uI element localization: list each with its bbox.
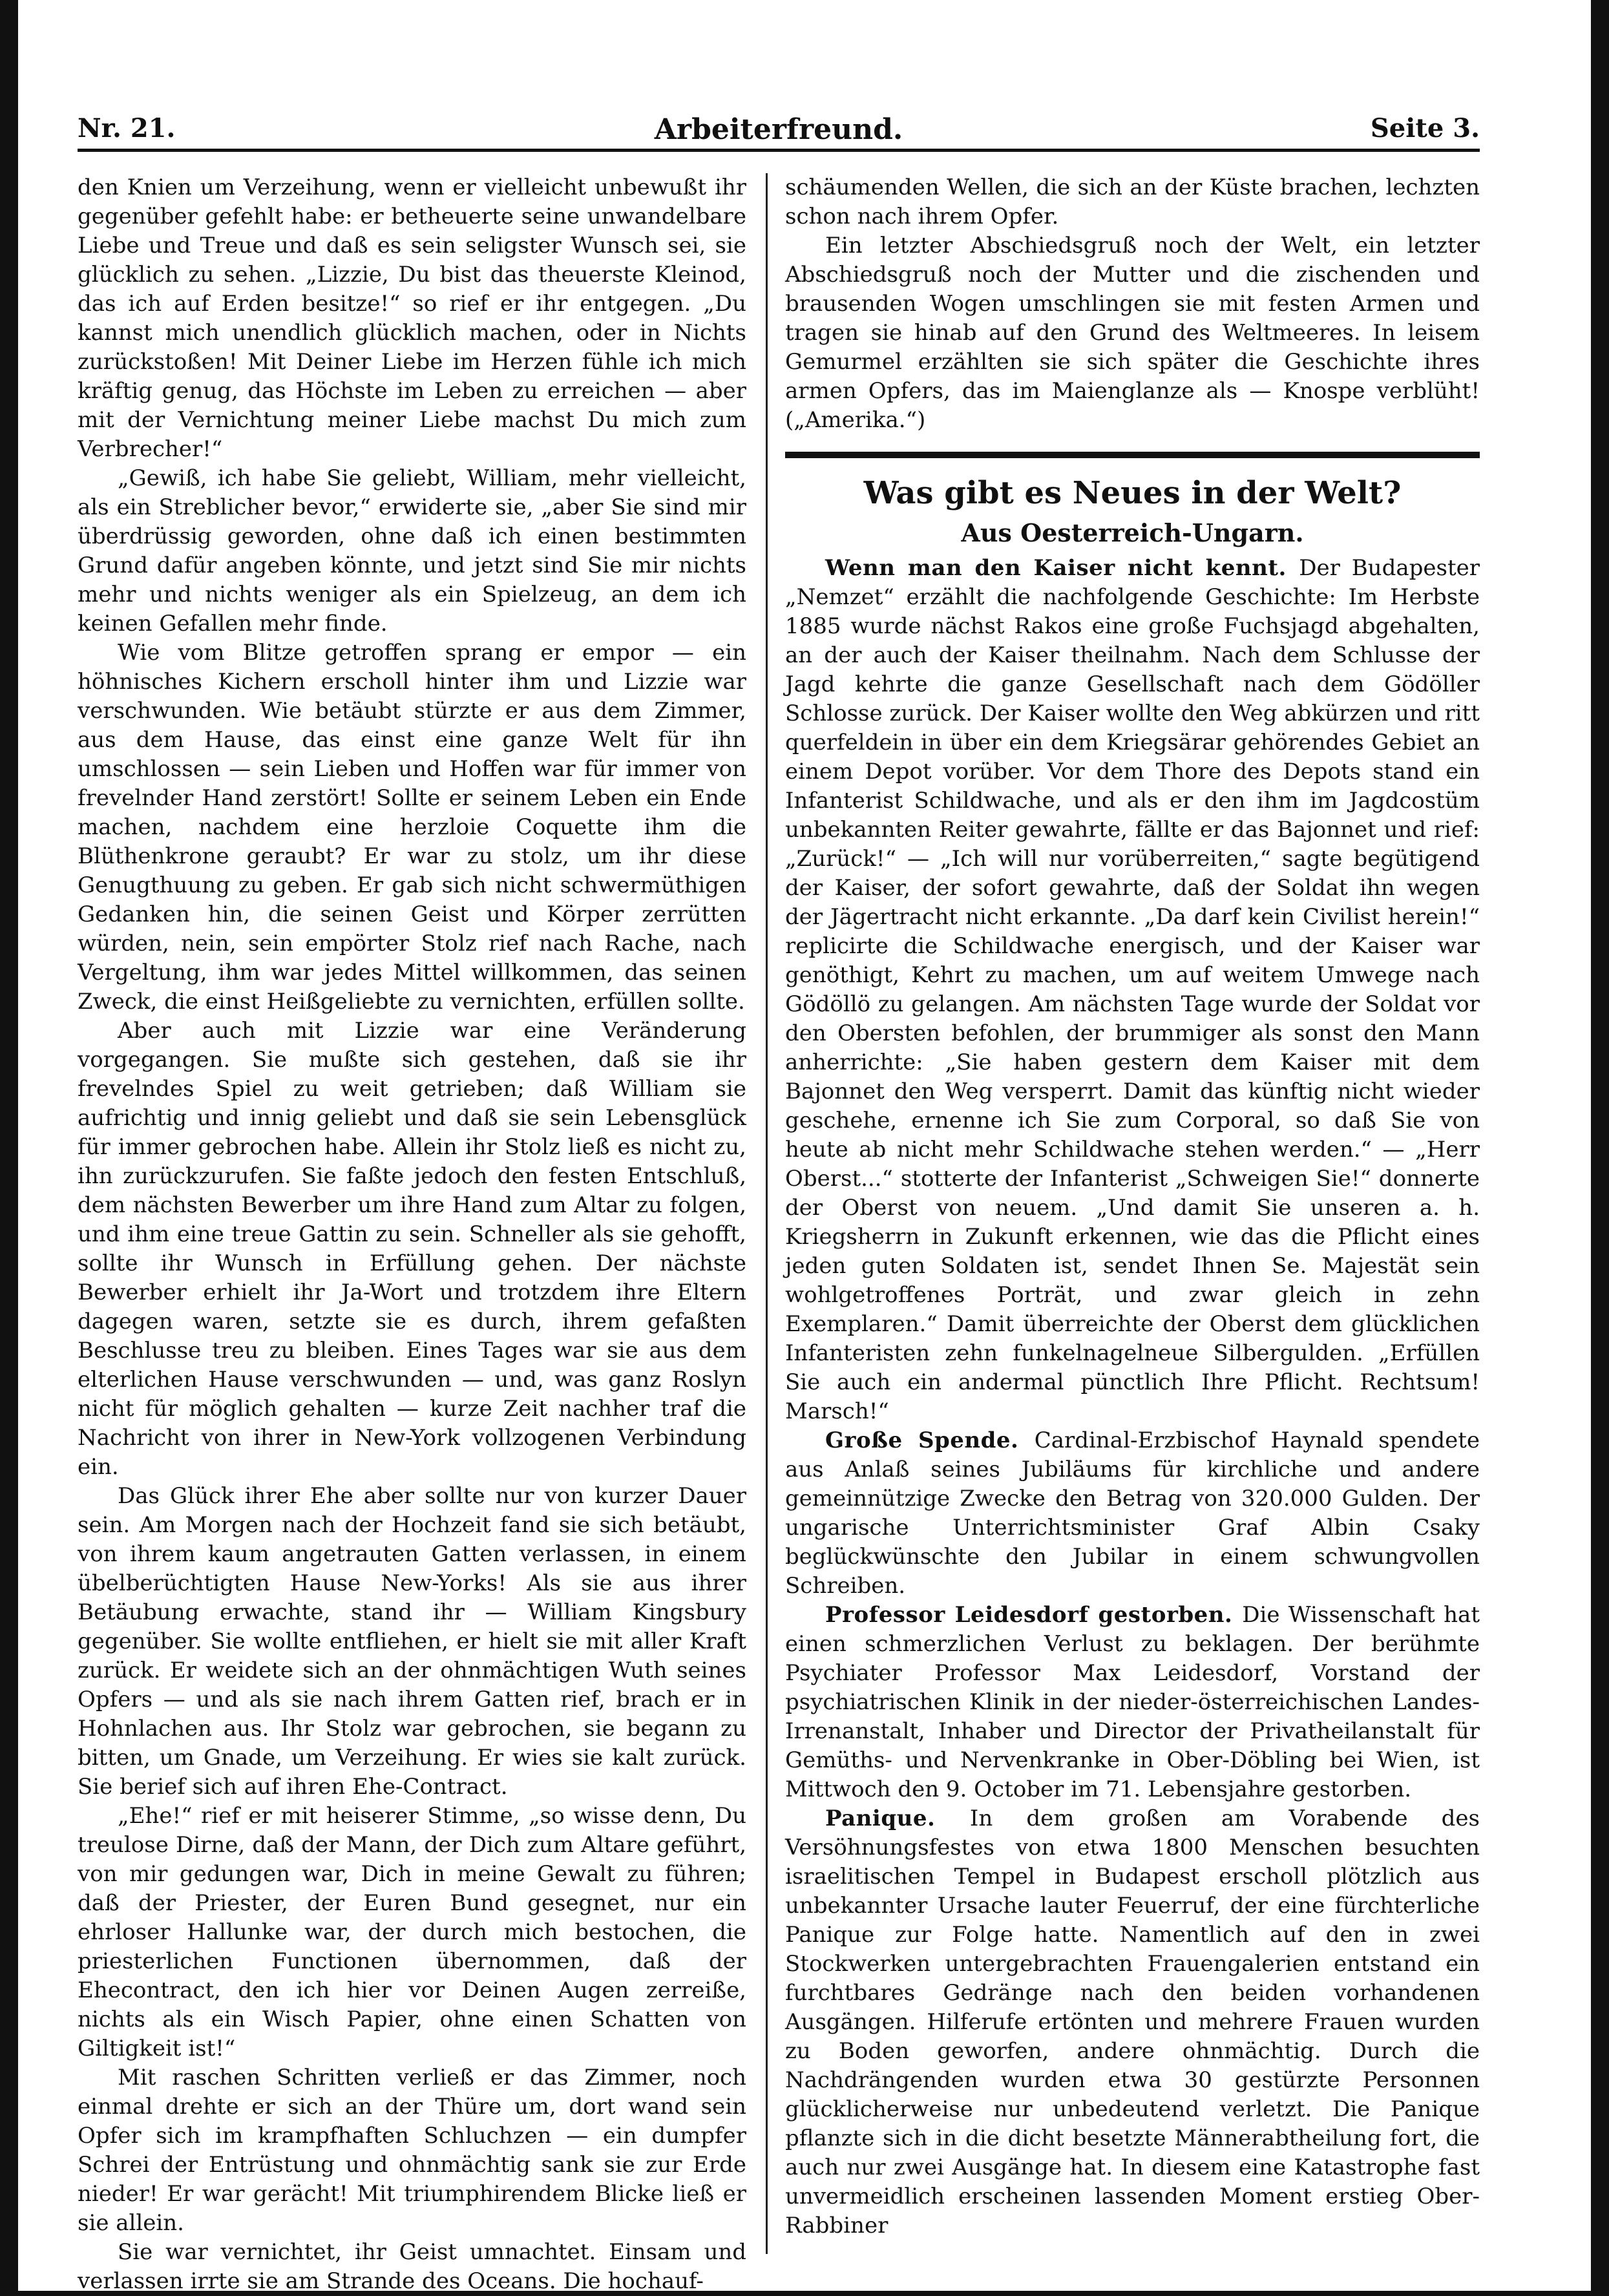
section-divider [785,452,1480,458]
news-text: Die Wissenschaft hat einen schmerzlichen Verlust zu beklagen. Der berühmte Psychiater Professor Max Leidesdorf, Vorstand der psychiatrischen Klinik in der nieder-österreichischen Landes-Irrenanstalt, Inhaber und Director der Privatheilanstalt für Gemüths- und Nervenkranke in Ober-Döbling bei Wien, ist Mittwoch den 9. October im 71. Lebensjahre gestorben. [785,1602,1480,1802]
page-header [78,113,1480,152]
issue-number: Nr. 21. [78,113,176,143]
column-divider [766,173,768,2254]
news-text: Der Budapester „Nemzet“ erzählt die nachfolgende Geschichte: Im Herbste 1885 wurde nächst Rakos eine große Fuchsjagd abgehalten, an der auch der Kaiser theilnahm. Nach dem Schlusse der Jagd kehrte die ganze Gesellschaft nach dem Gödöller Schlosse zurück. Der Kaiser wollte den Weg abkürzen und ritt querfeldein in über ein dem Kriegsärar gehörendes Gebiet an einem Depot vorüber. Vor dem Thore des Depots stand ein Infanterist Schildwache, und als er den ihm im Jagdcostüm unbekannten Reiter gewahrte, fällte er das Bajonnet und rief: „Zurück!“ — „Ich will nur vorüberreiten,“ sagte begütigend der Kaiser, der sofort gewahrte, daß der Soldat ihn wegen der Jägertracht nicht erkannte. „Da darf kein Civilist herein!“ replicirte die Schildwache energisch, und der Kaiser war genöthigt, Kehrt zu machen, um auf weitem Umwege nach Gödöllö zu gelangen. Am nächsten Tage wurde der Soldat vor den Obersten befohlen, der brummiger als sonst den Mann anherrichte: „Sie haben gestern dem Kaiser mit dem Bajonnet den Weg versperrt. Damit das künftig nicht wieder geschehe, ernenne ich Sie zum Corporal, so daß Sie von heute ab nicht mehr Schildwache stehen werden.“ — „Herr Oberst...“ stotterte der Infanterist „Schweigen Sie!“ donnerte der Oberst von neuem. „Und damit Sie unseren a. h. Kriegsherrn in Zukunft erkennen, wie das die Pflicht eines jeden guten Soldaten ist, sendet Ihnen Se. Majestät sein wohlgetroffenes Porträt, und zwar gleich in zehn Exemplaren.“ Damit überreichte der Oberst dem glücklichen Infanteristen zehn funkelnagelneue Silbergulden. „Erfüllen Sie auch ein andermal pünctlich Ihre Pflicht. Rechtsum! Marsch!“ [785,555,1480,1424]
scan-edge-left [0,0,18,2291]
story-paragraph: Sie war vernichtet, ihr Geist umnachtet. Einsam und verlassen irrte sie am Strande des Oceans. Die hochauf- [78,2239,746,2294]
section-title: Was gibt es Neues in der Welt? [863,475,1402,511]
masthead-title: Arbeiterfreund. [654,113,903,146]
news-item [785,554,1480,1426]
scan-edge-right [1591,0,1609,2291]
story-continuation [785,173,1480,435]
subsection-title: Aus Oesterreich-Ungarn. [961,518,1304,547]
story-paragraph: den Knien um Verzeihung, wenn er vielleicht unbewußt ihr gegenüber gefehlt habe: er betheuerte seine unwandelbare Liebe und Treue und daß es sein seligster Wunsch sei, sie glücklich zu sehen. „Lizzie, Du bist das theuerste Kleinod, das ich auf Erden besitze!“ so rief er ihr entgegen. „Du kannst mich unendlich glücklich machen, oder in Nichts zurückstoßen! Mit Deiner Liebe im Herzen fühle ich mich kräftig genug, das Höchste im Leben zu erreichen — aber mit der Vernichtung meiner Liebe machst Du mich zum Verbrecher!“ [78,174,746,462]
news-headline: Große Spende. [825,1427,1035,1453]
news-text: Cardinal-Erzbischof Haynald spendete aus Anlaß seines Jubiläums für kirchliche und andere gemeinnützige Zwecke den Betrag von 320.000 Gulden. Der ungarische Unterrichtsminister Graf Albin Csaky beglückwünschte den Jubilar in einem schwungvollen Schreiben. [785,1427,1480,1599]
left-column [78,173,746,2296]
news-headline: Professor Leidesdorf gestorben. [825,1602,1243,1628]
story-paragraph: schäumenden Wellen, die sich an der Küste brachen, lechzten schon nach ihrem Opfer. [785,174,1480,229]
story-paragraph: Wie vom Blitze getroffen sprang er empor — ein höhnisches Kichern erscholl hinter ihm und Lizzie war verschwunden. Wie betäubt stürzte er aus dem Zimmer, aus dem Hause, das einst eine ganze Welt für ihn umschlossen — sein Lieben und Hoffen war für immer von frevelnder Hand zerstört! Sollte er seinem Leben ein Ende machen, nachdem eine herzloie Coquette ihm die Blüthenkrone geraubt? Er war zu stolz, um ihr diese Genugthuung zu geben. Er gab sich nicht schwermüthigen Gedanken hin, die seinen Geist und Körper zerrütten würden, nein, sein empörter Stolz rief nach Rache, nach Vergeltung, ihm war jedes Mittel willkommen, das seinen Zweck, die einst Heißgeliebte zu vernichten, erfüllen sollte. [78,640,746,1015]
news-text: In dem großen am Vorabende des Versöhnungsfestes von etwa 1800 Menschen besuchten israelitischen Tempel in Budapest erscholl plötzlich aus unbekannter Ursache lauter Feuerruf, der eine fürchterliche Panique zur Folge hatte. Namentlich auf den in zwei Stockwerken untergebrachten Frauengalerien entstand ein furchtbares Gedränge nach den beiden vorhandenen Ausgängen. Hilferufe ertönten und mehrere Frauen wurden zu Boden geworfen, andere ohnmächtig. Durch die Nachdrängenden wurden etwa 30 gestürzte Personnen glücklicherweise nur unbedeutend verletzt. Die Panique pflanzte sich in die dicht besetzte Männerabtheilung fort, die auch nur zwei Ausgänge hat. In diesem eine Katastrophe fast unvermeidlich erscheinen lassenden Moment erstieg Ober-Rabbiner [785,1806,1480,2238]
news-item [785,1804,1480,2240]
story-paragraph: Das Glück ihrer Ehe aber sollte nur von kurzer Dauer sein. Am Morgen nach der Hochzeit fand sie sich betäubt, von ihrem kaum angetrauten Gatten verlassen, in einem übelberüchtigten Hause New-Yorks! Als sie aus ihrer Betäubung erwachte, stand ihr — William Kingsbury gegenüber. Sie wollte entfliehen, er hielt sie mit aller Kraft zurück. Er weidete sich an der ohnmächtigen Wuth seines Opfers — und als sie nach ihrem Gatten rief, brach er in Hohnlachen aus. Ihr Stolz war gebrochen, sie begann zu bitten, um Gnade, um Verzeihung. Er wies sie kalt zurück. Sie berief sich auf ihren Ehe-Contract. [78,1483,746,1800]
news-headline: Panique. [825,1806,970,1831]
news-headline: Wenn man den Kaiser nicht kennt. [825,555,1299,581]
page-number: Seite 3. [1370,113,1480,143]
story-paragraph: „Ehe!“ rief er mit heiserer Stimme, „so wisse denn, Du treulose Dirne, daß der Mann, der Dich zum Altare geführt, von mir gedungen war, Dich in meine Gewalt zu führen; daß der Priester, der Euren Bund gesegnet, nur ein ehrloser Hallunke war, der durch mich bestochen, die priesterlichen Functionen übernommen, daß der Ehecontract, den ich hier vor Deinen Augen zerreiße, nichts als ein Wisch Papier, ohne einen Schatten von Giltigkeit ist!“ [78,1803,746,2061]
story-paragraph: Aber auch mit Lizzie war eine Veränderung vorgegangen. Sie mußte sich gestehen, daß sie ihr frevelndes Spiel zu weit getrieben; daß William sie aufrichtig und innig geliebt und daß sie sein Lebensglück für immer gebrochen habe. Allein ihr Stolz ließ es nicht zu, ihn zurückzurufen. Sie faßte jedoch den festen Entschluß, dem nächsten Bewerber um ihre Hand zum Altar zu folgen, und ihm eine treue Gattin zu sein. Schneller als sie gehofft, sollte ihr Wunsch in Erfüllung gehen. Der nächste Bewerber erhielt ihr Ja-Wort und trotzdem ihre Eltern dagegen waren, setzte sie es durch, ihrem gefaßten Beschlusse treu zu bleiben. Eines Tages war sie aus dem elterlichen Hause verschwunden — und, was ganz Roslyn nicht für möglich gehalten — kurze Zeit nachher traf die Nachricht von ihrer in New-York vollzogenen Verbindung ein. [78,1018,746,1480]
story-paragraph: Mit raschen Schritten verließ er das Zimmer, noch einmal drehte er sich an der Thüre um, dort wand sein Opfer sich im krampfhaften Schluchzen — ein dumpfer Schrei der Entrüstung und ohnmächtig sank sie zur Erde nieder! Er war gerächt! Mit triumphirendem Blicke ließ er sie allein. [78,2065,746,2236]
story-paragraph: „Gewiß, ich habe Sie geliebt, William, mehr vielleicht, als ein Streblicher bevor,“ erwiderte sie, „aber Sie sind mir überdrüssig geworden, ohne daß ich einen bestimmten Grund dafür angeben könnte, und jetzt sind Sie mir nichts mehr und nichts weniger als ein Spielzeug, an dem ich keinen Gefallen mehr finde. [78,465,746,637]
story-paragraph: Ein letzter Abschiedsgruß noch der Welt, ein letzter Abschiedsgruß noch der Mutter und die zischenden und brausenden Wogen umschlingen sie mit festen Armen und tragen sie hinab auf den Grund des Weltmeeres. In leisem Gemurmel erzählten sie sich später die Geschichte ihres armen Opfers, das im Maienglanze als — Knospe verblüht! („Amerika.“) [785,233,1480,433]
header-rule [78,149,1480,152]
news-item [785,1601,1480,1804]
news-item [785,1426,1480,1601]
right-column [785,173,1480,2240]
